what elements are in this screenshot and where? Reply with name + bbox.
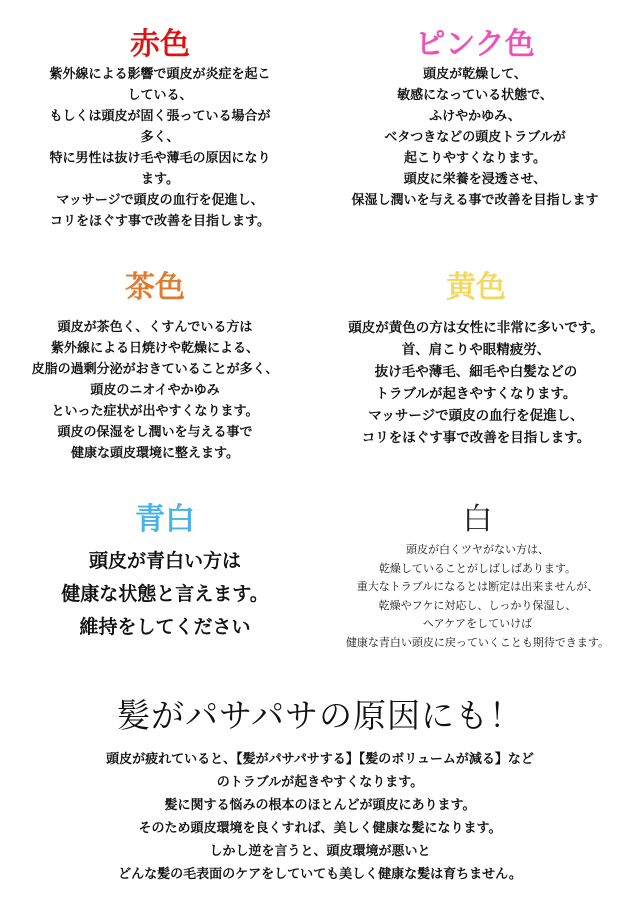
text-line: 頭皮の保湿をし潤いを与える事で — [57, 425, 253, 440]
text-line: ベタつきなどの頭皮トラブルが — [384, 130, 566, 145]
text-line: 抜け毛や薄毛、細毛や白髪などの — [374, 364, 578, 380]
text-line: ふけやかゆみ、 — [429, 109, 521, 124]
text-line: 頭皮が乾燥して、 — [423, 67, 527, 82]
text-line: 首、肩こりや眼精疲労、 — [401, 342, 551, 358]
text-line: どんな髪の毛表面のケアをしていても美しく健康な髪は育ちません。 — [118, 867, 522, 882]
text-line: 特に男性は抜け毛や薄毛の原因になり — [49, 151, 271, 166]
text-line: 重大なトラブルになるとは断定は出来ませんが、 — [356, 580, 599, 593]
section-white-title: 白 — [462, 502, 493, 537]
text-line: 紫外線による影響で頭皮が炎症を起こ — [49, 67, 271, 82]
text-line: コリをほぐす事で改善を目指します。 — [50, 214, 270, 229]
text-line: もしくは頭皮が固く張っている場合が — [49, 109, 271, 124]
text-line: 多く、 — [140, 130, 180, 145]
section-brown — [5, 270, 305, 464]
section-brown-body — [5, 317, 305, 464]
section-red — [15, 27, 305, 232]
section-yellow-title: 黄色 — [446, 270, 506, 305]
section-pink-body — [320, 64, 630, 211]
text-line: 頭皮が白くツヤがない方は、 — [406, 543, 549, 556]
text-line: 頭皮が疲れていると、【髪がパサパサする】【髪のボリュームが減る】など — [106, 752, 534, 767]
text-line: そのため頭皮環境を良くすれば、美しく健康な髪になります。 — [138, 821, 502, 836]
text-line: 頭皮が青白い方は — [88, 550, 241, 572]
footer-title: 髪がパサパサの原因にも！ — [116, 696, 524, 735]
text-line: 頭皮に栄養を浸透させ、 — [403, 172, 547, 187]
section-white-body — [315, 541, 640, 652]
text-line: ます。 — [141, 172, 179, 187]
text-line: といった症状が出やすくなります。 — [51, 404, 259, 419]
text-line: 乾燥やフケに対応し、しっかり保湿し、 — [378, 598, 577, 612]
text-line: 頭皮が黄色の方は女性に非常に多いです。 — [348, 320, 604, 336]
text-line: 健康な頭皮環境に整えます。 — [71, 446, 239, 461]
section-blue — [20, 502, 310, 644]
text-line: 紫外線による日焼けや乾燥による、 — [50, 341, 259, 356]
text-line: トラブルが起きやすくなります。 — [375, 386, 577, 402]
text-line: 頭皮のニオイやかゆみ — [90, 383, 220, 398]
text-line: している、 — [127, 88, 193, 103]
section-brown-title: 茶色 — [125, 270, 185, 305]
text-line: 髪に関する悩みの根本のほとんどが頭皮にあります。 — [164, 798, 476, 813]
section-red-body — [15, 64, 305, 232]
text-line: 敏感になっている状態で、 — [397, 88, 553, 103]
text-line: 維持をしてください — [79, 616, 251, 638]
text-line: 起こりやすくなります。 — [404, 151, 546, 166]
section-red-title: 赤色 — [130, 27, 190, 62]
section-white — [315, 502, 640, 652]
section-pink — [320, 27, 630, 211]
text-line: 皮脂の過剰分泌がおきていることが多く、 — [31, 362, 279, 377]
text-line: マッサージで頭皮の血行を促進し、 — [368, 408, 584, 424]
footer-body — [0, 748, 640, 886]
text-line: 乾燥していることがしばしばあります。 — [378, 561, 577, 575]
text-line: のトラブルが起きやすくなります。 — [216, 775, 424, 790]
section-pink-title: ピンク色 — [415, 27, 535, 62]
text-line: 健康な状態と言えます。 — [61, 583, 269, 605]
text-line: 頭皮が茶色く、くすんでいる方は — [57, 320, 253, 335]
text-line: しかし逆を言うと、頭皮環境が悪いと — [209, 844, 431, 859]
text-line: ヘアケアをしていけば — [422, 617, 533, 630]
text-line: コリをほぐす事で改善を目指します。 — [361, 430, 591, 446]
text-line: 健康な青白い頭皮に戻っていくことも期待できます。 — [345, 635, 610, 649]
section-blue-body — [20, 545, 310, 644]
text-line: 保湿し潤いを与える事で改善を目指します — [351, 193, 599, 208]
section-yellow — [312, 270, 640, 449]
section-yellow-body — [312, 317, 640, 449]
text-line: マッサージで頭皮の血行を促進し、 — [56, 193, 264, 208]
section-blue-title: 青白 — [135, 502, 195, 537]
